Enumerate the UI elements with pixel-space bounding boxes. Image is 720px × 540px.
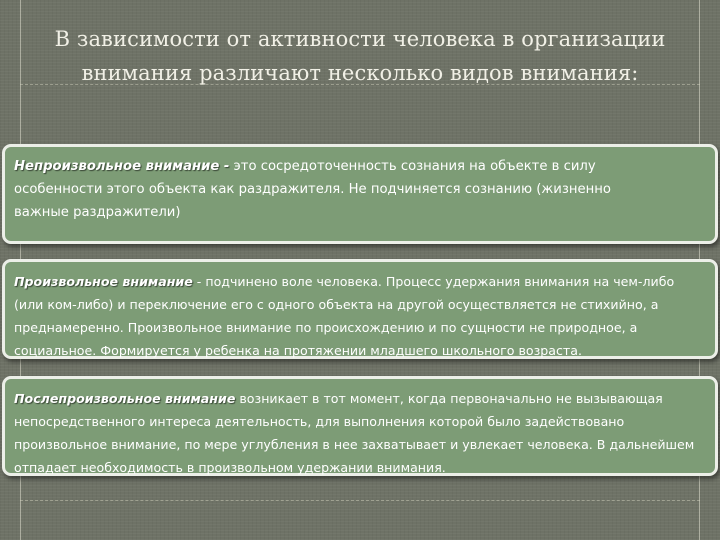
definition-line: особенности этого объекта как раздражителя. Не подчиняется сознанию (жизненно: [14, 182, 611, 197]
definition-line: важные раздражители): [14, 205, 181, 220]
definition-line: непосредственного интереса деятельность, для выполнения которой было задействовано: [14, 414, 625, 429]
dashed-divider: [20, 500, 700, 501]
definition-line: отпадает необходимость в произвольном удержании внимания.: [14, 460, 446, 475]
term-voluntary: Произвольное внимание: [14, 274, 193, 289]
definition-line: (или ком-либо) и переключение его с одного объекта на другой осуществляется не стихийно, а: [14, 297, 659, 312]
definition-line: социальное. Формируется у ребенка на протяжении младшего школьного возраста.: [14, 343, 582, 358]
definition-text: это сосредоточенность сознания на объекте в силу: [229, 159, 596, 174]
definition-line: произвольное внимание, по мере углубления в нее захватывает и увлекает человека. В дальнейшем: [14, 437, 695, 452]
title-line-1: В зависимости от активности человека в организации: [54, 27, 666, 51]
term-involuntary: Непроизвольное внимание -: [14, 159, 230, 174]
involuntary-attention-box: [2, 144, 718, 244]
voluntary-attention-box: [2, 259, 718, 359]
post-voluntary-attention-box: [2, 376, 718, 476]
definition-text: возникает в тот момент, когда первоначально не вызывающая: [235, 391, 663, 406]
definition-line: преднамеренно. Произвольное внимание по происхождению и по сущности не природное, а: [14, 320, 638, 335]
title-line-2: внимания различают несколько видов внимания:: [81, 61, 639, 85]
slide-title: [40, 22, 680, 90]
definition-text: - подчинено воле человека. Процесс удержания внимания на чем-либо: [192, 274, 675, 289]
term-post-voluntary: Послепроизвольное внимание: [14, 391, 236, 406]
